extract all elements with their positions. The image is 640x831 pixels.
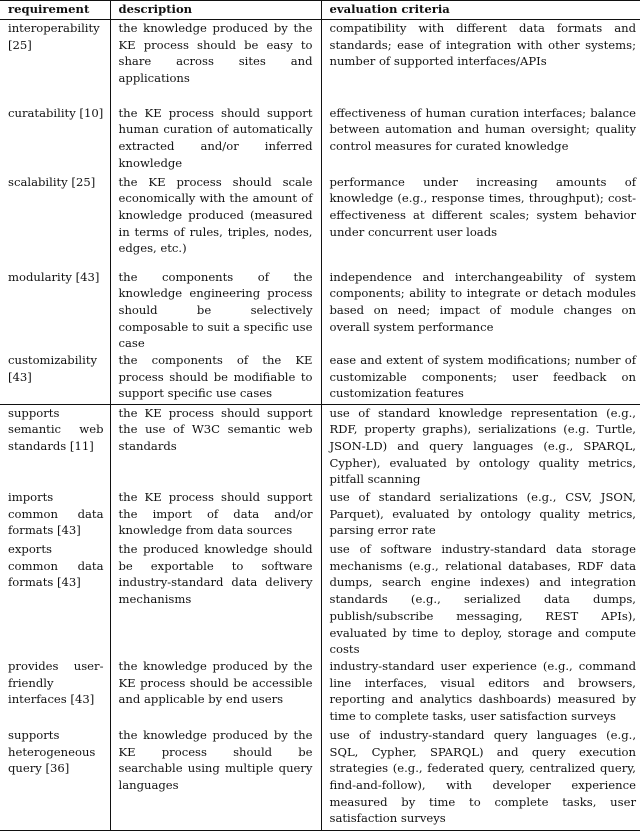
evaluation-cell: independence and interchangeability of system components; ability to integrate or detach modules based on need; impact of module changes on overall system performance: [321, 269, 640, 353]
table-row: [0, 105, 640, 174]
requirement-cell: curatability [10]: [8, 105, 104, 120]
table-body: [0, 20, 640, 831]
requirement-cell: modularity [43]: [8, 269, 100, 284]
description-cell: the knowledge produced by the KE process should be easy to share across sites and applications: [110, 20, 321, 105]
table-row: [0, 269, 640, 353]
table-row: [0, 727, 640, 831]
requirement-cell: customizability [43]: [0, 352, 110, 404]
evaluation-cell: use of standard serializations (e.g., CSV, JSON, Parquet), evaluated by ontology quality metrics, parsing error rate: [321, 489, 640, 541]
header-requirement: requirement: [0, 1, 110, 20]
description-cell: the KE process should scale economically with the amount of knowledge produced (measured in terms of rules, triples, nodes, edges, etc.): [110, 174, 321, 269]
table-header: [0, 1, 640, 20]
description-cell: the KE process should support the import of data and/or knowledge from data sources: [110, 489, 321, 541]
description-cell: the KE process should support human curation of automatically extracted and/or inferred knowledge: [110, 105, 321, 174]
header-row: [0, 1, 640, 20]
description-cell: the produced knowledge should be exportable to software industry-standard data delivery mechanisms: [110, 541, 321, 658]
description-cell: the knowledge produced by the KE process should be accessible and applicable by end users: [110, 658, 321, 727]
evaluation-cell: performance under increasing amounts of knowledge (e.g., response times, throughput); cost-effectiveness at different scales; system behavior under concurrent user loads: [321, 174, 640, 269]
evaluation-cell: compatibility with different data formats and standards; ease of integration with other systems; number of supported interfaces/APIs: [321, 20, 640, 105]
description-cell: the knowledge produced by the KE process should be searchable using multiple query languages: [110, 727, 321, 831]
evaluation-cell: effectiveness of human curation interfaces; balance between automation and human oversight; quality control measures for curated knowledge: [321, 105, 640, 174]
evaluation-cell: use of standard knowledge representation (e.g., RDF, property graphs), serializations (e.g. Turtle, JSON-LD) and query languages (e.g., SPARQL, Cypher), evaluated by ontology quality metrics, pitfall scanning: [321, 404, 640, 489]
table-row: [0, 352, 640, 404]
header-description: description: [110, 1, 321, 20]
requirement-cell: exports common data formats [43]: [8, 542, 104, 590]
requirement-cell: interoperability [25]: [8, 21, 100, 52]
requirement-cell: supports semantic web standards [11]: [8, 405, 104, 453]
table-row: [0, 489, 640, 541]
table-row: [0, 20, 640, 105]
evaluation-cell: use of software industry-standard data storage mechanisms (e.g., relational databases, RDF data dumps, search engine indexes) and integration standards (e.g., serialized data dumps, publish/subscribe messaging, REST APIs), evaluated by time to deploy, storage and compute costs: [321, 541, 640, 658]
requirement-cell: scalability [25]: [8, 174, 96, 189]
requirement-cell: provides user-friendly interfaces [43]: [8, 658, 104, 707]
evaluation-cell: industry-standard user experience (e.g., command line interfaces, visual editors and browsers, reporting and analytics dashboards) measured by time to complete tasks, user satisfaction surveys: [321, 658, 640, 727]
evaluation-cell: ease and extent of system modifications; number of customizable components; user feedback on customization features: [321, 352, 640, 404]
evaluation-cell: use of industry-standard query languages (e.g., SQL, Cypher, SPARQL) and query execution strategies (e.g., federated query, centralized query, find-and-follow), with developer experience measured by time to complete tasks, user satisfaction surveys: [321, 727, 640, 831]
requirement-cell: supports heterogeneous query [36]: [0, 727, 110, 831]
description-cell: the KE process should support the use of W3C semantic web standards: [110, 404, 321, 489]
header-evaluation-criteria: evaluation criteria: [321, 1, 640, 20]
table-row: [0, 541, 640, 658]
requirement-cell: imports common data formats [43]: [8, 490, 104, 538]
table-row: [0, 658, 640, 727]
table-row: [0, 174, 640, 269]
description-cell: the components of the KE process should be modifiable to support specific use cases: [110, 352, 321, 404]
description-cell: the components of the knowledge engineering process should be selectively composable to suit a specific use case: [110, 269, 321, 353]
table-row: [0, 404, 640, 489]
